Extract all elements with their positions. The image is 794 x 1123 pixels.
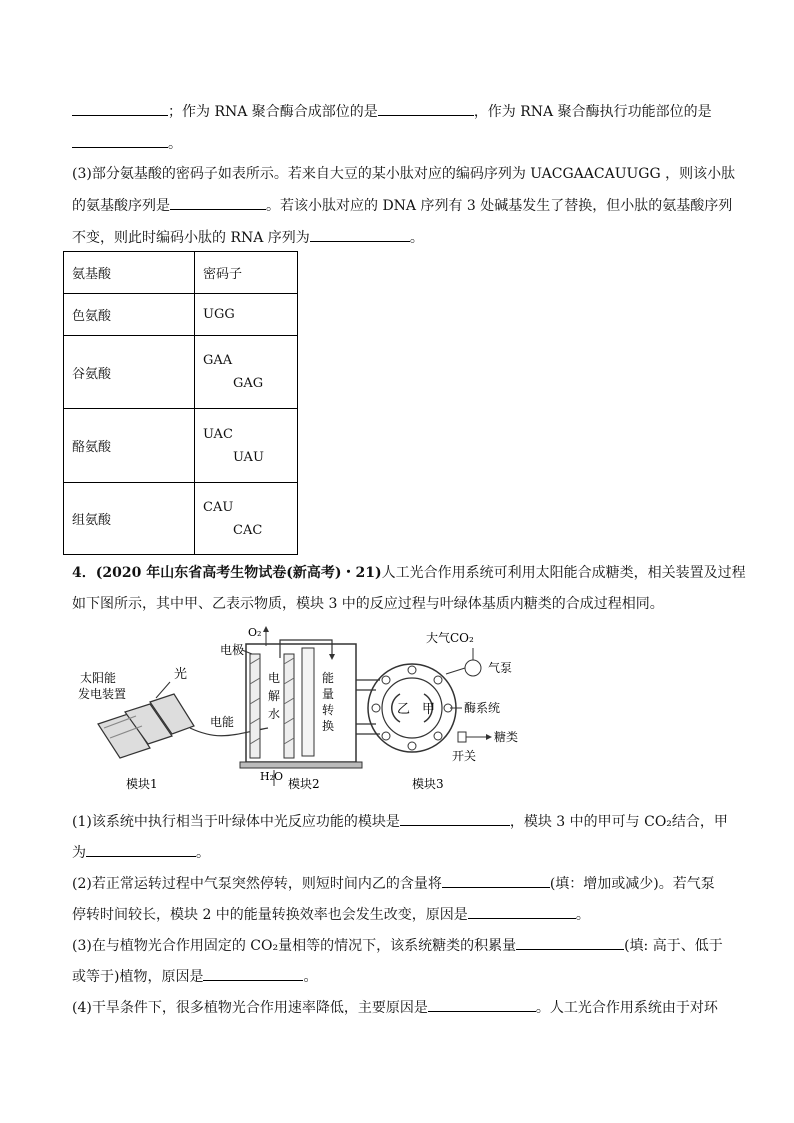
o2-arrowhead-icon — [263, 626, 269, 632]
solar-label-1: 太阳能 — [80, 671, 117, 685]
codon-cell: UGG — [195, 294, 298, 336]
sugar-arrowhead-icon — [486, 734, 492, 740]
electrolysis-char: 解 — [268, 689, 281, 703]
solar-panel-icon — [98, 694, 194, 758]
table-row — [64, 294, 298, 336]
answer-blank[interactable] — [203, 966, 303, 981]
q3-line2: 的氨基酸序列是 。若该小肽对应的 DNA 序列有 3 处碱基发生了替换，但小肽的氨基酸序列 — [72, 195, 732, 216]
light-label: 光 — [174, 667, 188, 682]
q3-continuation-line1: ；作为 RNA 聚合酶合成部位的是 ，作为 RNA 聚合酶执行功能部位的是 — [72, 101, 712, 122]
answer-blank[interactable] — [516, 935, 624, 950]
sugar-label: 糖类 — [494, 730, 519, 744]
q4-part1-line1: (1)该系统中执行相当于叶绿体中光反应功能的模块是 ，模块 3 中的甲可与 CO₂结合，甲 — [72, 811, 728, 832]
yi-label: 乙 — [397, 702, 411, 717]
table-header-row — [64, 252, 298, 294]
header-codon: 密码子 — [195, 252, 298, 294]
q4-line1: 4．(2020 年山东省高考生物试卷(新高考)・21)人工光合作用系统可利用太阳能合成糖类，相关装置及过程 — [72, 565, 746, 581]
codon-table — [63, 251, 298, 555]
answer-blank[interactable] — [468, 904, 576, 919]
header-amino-acid: 氨基酸 — [64, 252, 195, 294]
q4-part2-line1: (2)若正常运转过程中气泵突然停转，则短时间内乙的含量将 (填：增加或减少)。若气泵 — [72, 873, 715, 894]
q4-part2-line2: 停转时间较长，模块 2 中的能量转换效率也会发生改变，原因是 。 — [72, 904, 590, 925]
table-row — [64, 336, 298, 409]
electric-energy-label: 电能 — [210, 715, 235, 729]
q3-continuation-line2: 。 — [72, 133, 182, 154]
electrode-plates — [250, 654, 294, 758]
answer-blank[interactable] — [400, 811, 510, 826]
module3-outer-ring — [368, 664, 456, 752]
amino-acid-cell: 谷氨酸 — [64, 336, 195, 409]
electrolysis-char: 电 — [268, 671, 281, 685]
q4-part3-line1: (3)在与植物光合作用固定的 CO₂量相等的情况下，该系统糖类的积累量 (填: 高于、低于 — [72, 935, 723, 956]
pump-label: 气泵 — [488, 661, 513, 675]
table-row — [64, 483, 298, 555]
codon-cell: GAA GAG — [195, 336, 298, 409]
jia-label: 甲 — [422, 702, 436, 717]
answer-blank[interactable] — [170, 195, 266, 210]
electrode-label: 电极 — [220, 643, 245, 657]
q4-part3-line2: 或等于)植物，原因是 。 — [72, 966, 317, 987]
answer-blank[interactable] — [442, 873, 550, 888]
energy-char: 量 — [322, 687, 335, 701]
answer-blank[interactable] — [72, 101, 168, 116]
q4-part4-line1: (4)干旱条件下，很多植物光合作用速率降低，主要原因是 。人工光合作用系统由于对环 — [72, 997, 718, 1018]
q4-part1-line2: 为 。 — [72, 842, 210, 863]
q3-line3: 不变，则此时编码小肽的 RNA 序列为 。 — [72, 227, 424, 248]
membrane — [302, 648, 314, 756]
electrolysis-char: 水 — [268, 707, 281, 721]
artificial-photosynthesis-diagram — [70, 624, 540, 800]
atm-co2-label: 大气CO₂ — [426, 631, 474, 645]
switch-label: 开关 — [452, 749, 477, 763]
q3-line1: (3)部分氨基酸的密码子如表所示。若来自大豆的某小肽对应的编码序列为 UACGAACAUUGG ，则该小肽 — [72, 166, 736, 182]
o2-label: O₂ — [248, 626, 262, 639]
module2-container — [246, 644, 356, 762]
answer-blank[interactable] — [310, 227, 410, 242]
amino-acid-cell: 色氨酸 — [64, 294, 195, 336]
switch-valve-icon[interactable] — [458, 732, 466, 742]
solar-label-2: 发电装置 — [78, 687, 127, 701]
energy-char: 转 — [322, 703, 335, 717]
answer-blank[interactable] — [428, 997, 536, 1012]
energy-char: 能 — [322, 671, 335, 685]
answer-blank[interactable] — [86, 842, 196, 857]
pump-outlet — [446, 668, 465, 674]
pipe-arrowhead-icon — [329, 654, 335, 660]
answer-blank[interactable] — [378, 101, 474, 116]
module2-label: 模块2 — [288, 777, 320, 791]
energy-char: 换 — [322, 719, 335, 733]
module1-label: 模块1 — [126, 777, 158, 791]
module3-label: 模块3 — [412, 777, 444, 791]
h2o-label: H₂O — [260, 770, 284, 783]
enzyme-label: 酶系统 — [464, 701, 501, 715]
module2-base — [240, 762, 362, 768]
amino-acid-cell: 酪氨酸 — [64, 409, 195, 483]
table-row — [64, 409, 298, 483]
answer-blank[interactable] — [72, 133, 168, 148]
codon-cell: CAU CAC — [195, 483, 298, 555]
codon-cell: UAC UAU — [195, 409, 298, 483]
amino-acid-cell: 组氨酸 — [64, 483, 195, 555]
pump-icon — [465, 660, 481, 676]
q4-line2: 如下图所示，其中甲、乙表示物质，模块 3 中的反应过程与叶绿体基质内糖类的合成过程相同。 — [72, 596, 664, 612]
